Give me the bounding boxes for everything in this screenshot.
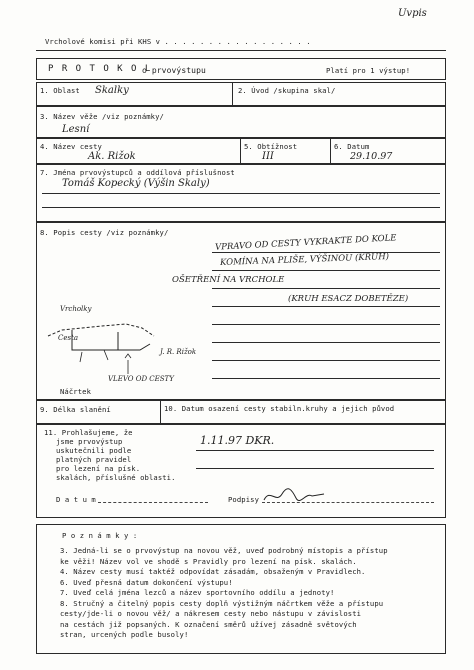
note-item: stran, urcených podle busoly! — [60, 630, 189, 639]
field-7-rule-2 — [42, 207, 440, 208]
note-item: cesty/jde-li o novou věž/ a nákresem cesty nebo nástupu v závislosti — [60, 609, 362, 618]
declaration-rule-2 — [196, 468, 434, 469]
declaration-line-6: skalách, příslušné oblasti. — [56, 473, 176, 482]
field-5-label: 5. Obtížnost — [244, 142, 298, 151]
protocol-subtitle: o prvovýstupu — [142, 66, 206, 75]
field-4-value: Ak. Rižok — [88, 151, 136, 162]
declaration-text — [44, 428, 176, 482]
row-tower-box — [36, 106, 446, 138]
desc-rule-3 — [212, 288, 440, 289]
field-1-value: Skalky — [95, 85, 129, 96]
field-7-value: Tomáš Kopecký (Výšin Skaly) — [62, 178, 210, 189]
desc-rule-4 — [212, 306, 440, 307]
signatures-label: Podpisy — [228, 495, 259, 504]
sketch-note-route-name: J. R. Rižok — [160, 348, 197, 356]
date-label: D a t u m — [56, 495, 96, 504]
note-item: 6. Uveď přesná datum dokončení výstupu! — [60, 577, 233, 587]
desc-rule-6 — [212, 342, 440, 343]
desc-rule-8 — [212, 378, 440, 379]
desc-rule-2 — [212, 270, 440, 271]
declaration-rule-1 — [196, 450, 434, 451]
note-item: 3. Jedná-li se o prvovýstup na novou věž, uveď podrobný místopis a přístup — [60, 546, 388, 555]
note-item: na cestách již popsaných. K označení směrů užívej zásadně světových — [60, 619, 357, 629]
valid-for-note: Platí pro 1 výstup! — [326, 66, 411, 75]
field-2-label: 2. Úvod /skupina skal/ — [238, 86, 336, 95]
field-3-value: Lesní — [62, 124, 90, 135]
row-rappel-divider — [160, 400, 161, 424]
date-line — [98, 502, 208, 503]
row-route-divider-1 — [240, 138, 241, 164]
row-area-divider — [232, 82, 233, 106]
description-line-1: VPRAVO OD CESTY VYKRAKTE DO KOLE — [214, 233, 397, 253]
field-6-label: 6. Datum — [334, 142, 370, 151]
header-rule — [36, 50, 446, 51]
field-3-label: 3. Název věže /viz poznámky/ — [40, 112, 164, 121]
notes-heading: P o z n á m k y : — [62, 531, 138, 540]
note-item: 8. Stručný a čitelný popis cesty doplň výstižným náčrtkem věže a přístupu — [60, 598, 384, 608]
declaration-line-1: 11. Prohlašujeme, že — [44, 428, 133, 437]
desc-rule-5 — [212, 324, 440, 325]
sketch-note-route: Cesta — [58, 334, 79, 342]
description-line-3: OŠETŘENÍ NA VRCHOLE — [172, 275, 285, 285]
field-7-label: 7. Jména prvovýstupců a oddílová příslušnost — [40, 168, 235, 177]
note-item: 7. Uveď celá jména lezců a název sportovního oddílu a jednoty! — [60, 588, 335, 597]
declaration-line-3: uskutečnili podle — [56, 446, 132, 455]
field-1-label: 1. Oblast — [40, 86, 80, 95]
field-4-label: 4. Název cesty — [40, 142, 102, 151]
note-item: 4. Název cesty musí taktéž odpovídat zásadám, obsaženým v Pravidlech. — [60, 567, 366, 576]
field-9-label: 9. Délka slanění — [40, 405, 111, 414]
desc-rule-1 — [212, 252, 440, 253]
signature-scribble — [262, 486, 332, 506]
corner-handwritten-note: Uvpis — [398, 8, 427, 19]
field-5-value: III — [262, 151, 274, 162]
sketch-label: Náčrtek — [60, 387, 91, 396]
committee-line: Vrcholové komisi při KHS v . . . . . . . . . . . . . . . . . — [45, 37, 311, 46]
notes-list — [60, 546, 388, 641]
row-route-divider-2 — [330, 138, 331, 164]
field-10-value: 1.11.97 DKR. — [200, 434, 275, 447]
declaration-line-5: pro lezení na písk. — [56, 464, 141, 473]
declaration-line-4: platných pravidel — [56, 455, 132, 464]
field-7-rule-1 — [42, 193, 440, 194]
field-10-label: 10. Datum osazení cesty stabiln.kruhy a jejich původ — [164, 404, 395, 413]
field-6-value: 29.10.97 — [350, 151, 393, 162]
description-line-4: (KRUH ESACZ DOBETĚZE) — [288, 294, 409, 304]
declaration-line-2: jsme prvovýstup — [56, 437, 123, 446]
description-line-2: KOMÍNA NA PLIŠE, VÝŠINOU (KRUH) — [219, 252, 390, 268]
note-item: ke věži! Název vol ve shodě s Pravidly pro lezení na písk. skalách. — [60, 556, 357, 566]
field-8-label: 8. Popis cesty /viz poznámky/ — [40, 228, 169, 237]
sketch-note-summit: Vrcholky — [60, 305, 92, 313]
desc-rule-7 — [212, 360, 440, 361]
sketch-note-left-of-route: VLEVO OD CESTY — [108, 375, 174, 383]
protocol-title: P R O T O K O L — [48, 64, 152, 74]
